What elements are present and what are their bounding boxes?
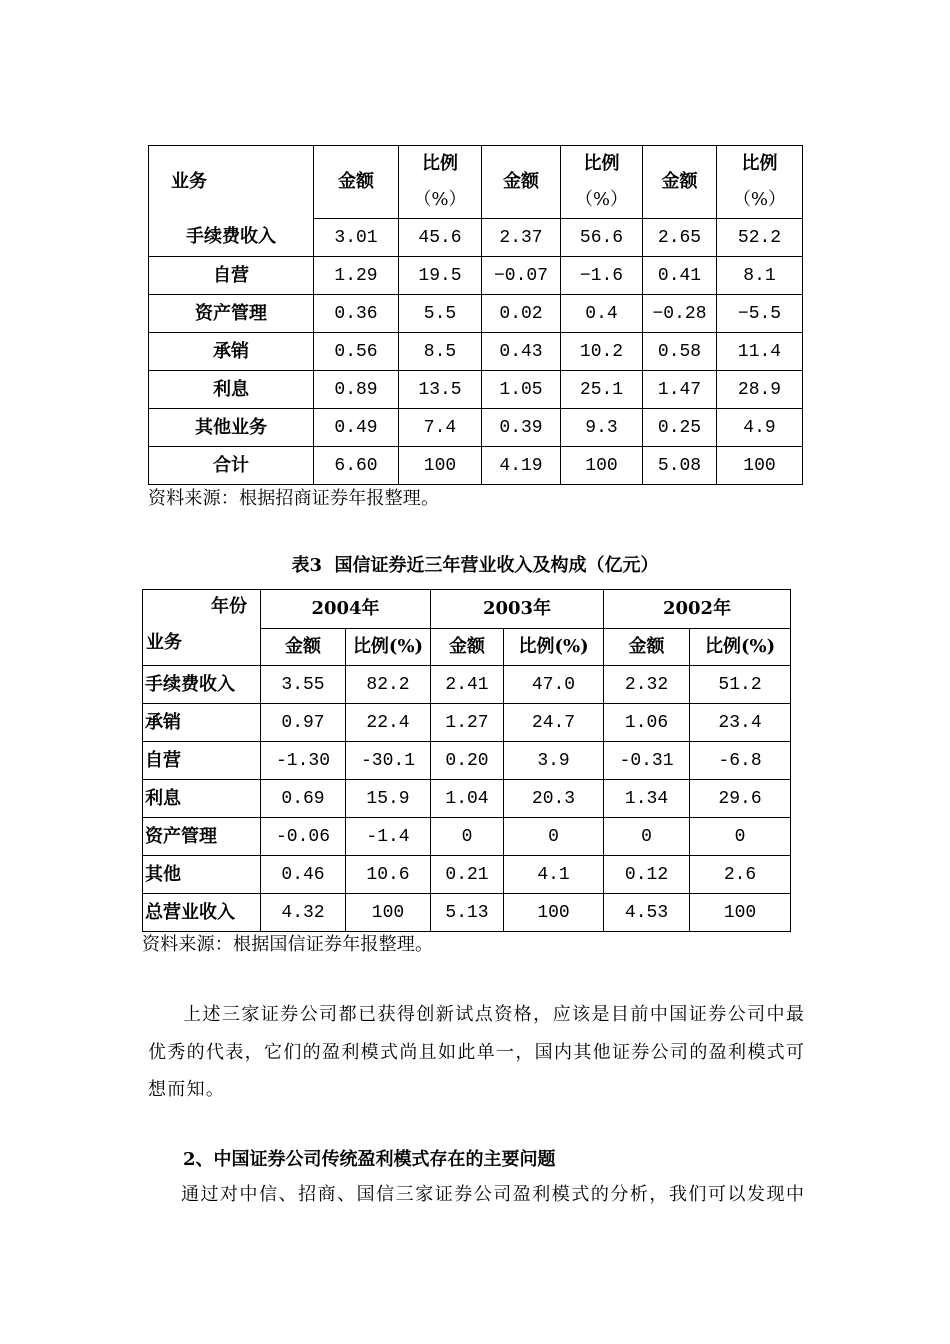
- table-row: [143, 856, 791, 894]
- table-cell: 0.02: [482, 295, 561, 333]
- table-cell: 4.1: [504, 856, 604, 894]
- table-cell: 1.29: [314, 257, 399, 295]
- header-corner: [143, 590, 261, 666]
- table-cell: 3.55: [261, 666, 346, 704]
- table-cell: −5.5: [717, 295, 803, 333]
- table-cell: 8.1: [717, 257, 803, 295]
- table-cell: 0.39: [482, 409, 561, 447]
- table-cell: 1.06: [604, 704, 690, 742]
- table-row: [149, 333, 803, 371]
- table-cell: 9.3: [561, 409, 643, 447]
- table-cell: 4.19: [482, 447, 561, 485]
- table-cell: 8.5: [399, 333, 482, 371]
- table-cell: 4.9: [717, 409, 803, 447]
- table-cell: 100: [399, 447, 482, 485]
- table-cell: -1.4: [346, 818, 431, 856]
- table-cell: 0.20: [431, 742, 504, 780]
- header-business-label: 业务: [146, 632, 182, 653]
- table-cell: 2.37: [482, 219, 561, 257]
- table-cell: 1.27: [431, 704, 504, 742]
- table3-source-note: 资料来源：根据国信证券年报整理。: [142, 934, 434, 955]
- table-cell: 0.4: [561, 295, 643, 333]
- header-amount: 金额: [643, 146, 717, 219]
- table-cell: 0.46: [261, 856, 346, 894]
- table-cell: 13.5: [399, 371, 482, 409]
- table-cell: 1.04: [431, 780, 504, 818]
- table-cell: 0.36: [314, 295, 399, 333]
- header-business: 业务: [149, 146, 314, 219]
- header-ratio: [399, 146, 482, 219]
- table-body: [149, 219, 803, 485]
- table-cell: 82.2: [346, 666, 431, 704]
- table-cell: 0.56: [314, 333, 399, 371]
- subheader-ratio: 比例(%): [690, 629, 791, 666]
- subheader-amount: 金额: [431, 629, 504, 666]
- table-row: [149, 371, 803, 409]
- table-cell: 5.5: [399, 295, 482, 333]
- row-label: 利息: [143, 780, 261, 818]
- table-cell: 5.08: [643, 447, 717, 485]
- table-row: [149, 295, 803, 333]
- row-label: 利息: [149, 371, 314, 409]
- table-cell: 4.32: [261, 894, 346, 932]
- table-cell: -0.06: [261, 818, 346, 856]
- table-cell: 0.41: [643, 257, 717, 295]
- row-label: 资产管理: [149, 295, 314, 333]
- header-ratio: [561, 146, 643, 219]
- table-cell: 1.05: [482, 371, 561, 409]
- table-cell: 10.2: [561, 333, 643, 371]
- table-cell: -1.30: [261, 742, 346, 780]
- header-year-2003: 2003年: [431, 590, 604, 629]
- table-cell: 0.21: [431, 856, 504, 894]
- table-cell: 20.3: [504, 780, 604, 818]
- table-cell: 2.6: [690, 856, 791, 894]
- guoxin-revenue-table: [142, 589, 791, 932]
- table-cell: 5.13: [431, 894, 504, 932]
- table-row: [143, 666, 791, 704]
- table-cell: 3.9: [504, 742, 604, 780]
- row-label: 手续费收入: [143, 666, 261, 704]
- table-cell: -30.1: [346, 742, 431, 780]
- table-cell: 0: [690, 818, 791, 856]
- table-cell: 0: [604, 818, 690, 856]
- table-cell: 1.47: [643, 371, 717, 409]
- table-cell: 0.69: [261, 780, 346, 818]
- table-cell: 7.4: [399, 409, 482, 447]
- section-body-line: 通过对中信、招商、国信三家证券公司盈利模式的分析，我们可以发现中: [181, 1184, 805, 1205]
- table-cell: 29.6: [690, 780, 791, 818]
- table-cell: 0: [504, 818, 604, 856]
- table-cell: −1.6: [561, 257, 643, 295]
- table-cell: 0.97: [261, 704, 346, 742]
- paragraph-line-2: 优秀的代表，它们的盈利模式尚且如此单一，国内其他证券公司的盈利模式可: [148, 1042, 805, 1063]
- subheader-amount: 金额: [604, 629, 690, 666]
- header-amount: 金额: [314, 146, 399, 219]
- row-label: 其他业务: [149, 409, 314, 447]
- row-label: 自营: [149, 257, 314, 295]
- table-cell: 25.1: [561, 371, 643, 409]
- zhaoshang-revenue-table: [148, 145, 803, 485]
- table-cell: 47.0: [504, 666, 604, 704]
- table-cell: 0: [431, 818, 504, 856]
- row-label: 承销: [149, 333, 314, 371]
- subheader-ratio: 比例(%): [504, 629, 604, 666]
- table1-source-note: 资料来源：根据招商证券年报整理。: [148, 488, 440, 509]
- table-cell: 15.9: [346, 780, 431, 818]
- table-body: [143, 666, 791, 932]
- header-ratio-unit: （%）: [413, 189, 467, 210]
- table-row: [149, 447, 803, 485]
- header-ratio-label: 比例: [583, 153, 620, 174]
- subheader-amount: 金额: [261, 629, 346, 666]
- table-cell: 11.4: [717, 333, 803, 371]
- table-cell: 0.25: [643, 409, 717, 447]
- table-row: [143, 704, 791, 742]
- table-cell: 24.7: [504, 704, 604, 742]
- table-cell: 100: [690, 894, 791, 932]
- table-cell: 0.89: [314, 371, 399, 409]
- table-row: [149, 409, 803, 447]
- table-cell: −0.28: [643, 295, 717, 333]
- table-header-row: [149, 146, 803, 219]
- table-cell: -0.31: [604, 742, 690, 780]
- row-label: 合计: [149, 447, 314, 485]
- row-label: 承销: [143, 704, 261, 742]
- row-label: 总营业收入: [143, 894, 261, 932]
- section-heading: 2、中国证券公司传统盈利模式存在的主要问题: [183, 1149, 556, 1170]
- table-row: [143, 780, 791, 818]
- table-cell: −0.07: [482, 257, 561, 295]
- paragraph-line-3: 想而知。: [148, 1079, 226, 1100]
- header-ratio-label: 比例: [741, 153, 778, 174]
- table-row: [143, 742, 791, 780]
- table-cell: 51.2: [690, 666, 791, 704]
- table-cell: 0.49: [314, 409, 399, 447]
- row-label: 自营: [143, 742, 261, 780]
- table-cell: 10.6: [346, 856, 431, 894]
- table-cell: 100: [717, 447, 803, 485]
- table-cell: 45.6: [399, 219, 482, 257]
- table-cell: 19.5: [399, 257, 482, 295]
- paragraph-line-1: 上述三家证券公司都已获得创新试点资格，应该是目前中国证券公司中最: [183, 1004, 805, 1025]
- row-label: 其他: [143, 856, 261, 894]
- header-amount: 金额: [482, 146, 561, 219]
- table-cell: 1.34: [604, 780, 690, 818]
- table-cell: 2.41: [431, 666, 504, 704]
- table-cell: 100: [504, 894, 604, 932]
- table-cell: 2.32: [604, 666, 690, 704]
- table-cell: 2.65: [643, 219, 717, 257]
- row-label: 资产管理: [143, 818, 261, 856]
- header-ratio: [717, 146, 803, 219]
- table-cell: 0.43: [482, 333, 561, 371]
- table-cell: 100: [561, 447, 643, 485]
- table-cell: 4.53: [604, 894, 690, 932]
- table-cell: 0.58: [643, 333, 717, 371]
- table-cell: 22.4: [346, 704, 431, 742]
- header-year-label: 年份: [211, 596, 247, 617]
- header-ratio-unit: （%）: [732, 189, 787, 210]
- table-cell: 28.9: [717, 371, 803, 409]
- table-cell: 52.2: [717, 219, 803, 257]
- table-row: [149, 257, 803, 295]
- table-cell: 23.4: [690, 704, 791, 742]
- table-cell: 6.60: [314, 447, 399, 485]
- header-year-2002: 2002年: [604, 590, 791, 629]
- header-year-2004: 2004年: [261, 590, 431, 629]
- subheader-ratio: 比例(%): [346, 629, 431, 666]
- table-cell: -6.8: [690, 742, 791, 780]
- table-row: [143, 818, 791, 856]
- header-ratio-label: 比例: [422, 153, 458, 174]
- table-cell: 100: [346, 894, 431, 932]
- table-cell: 3.01: [314, 219, 399, 257]
- row-label: 手续费收入: [149, 219, 314, 257]
- table3-caption: 表3 国信证券近三年营业收入及构成（亿元）: [291, 555, 659, 576]
- header-ratio-unit: （%）: [574, 189, 629, 210]
- table-header-row: [143, 590, 791, 629]
- table-cell: 56.6: [561, 219, 643, 257]
- table-row: [149, 219, 803, 257]
- table-cell: 0.12: [604, 856, 690, 894]
- table-row: [143, 894, 791, 932]
